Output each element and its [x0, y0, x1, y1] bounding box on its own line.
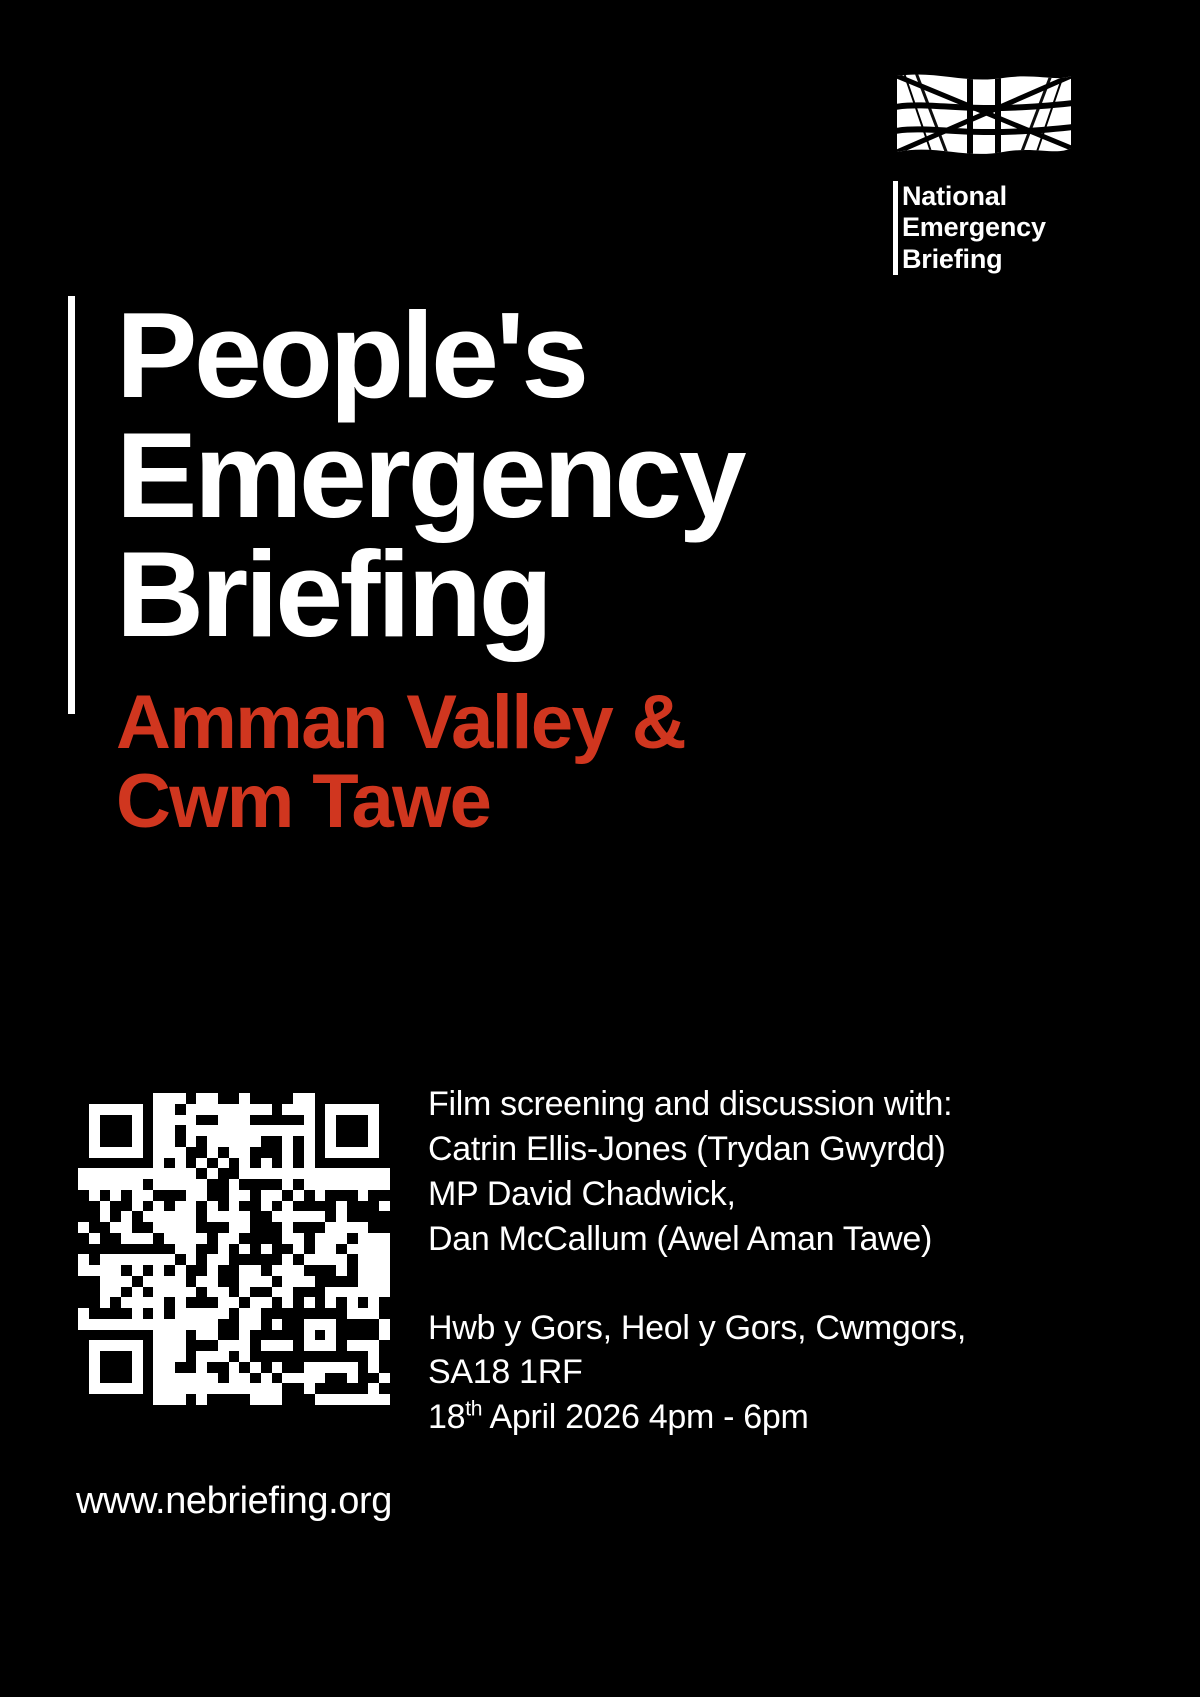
page-title — [68, 287, 1068, 844]
details-spacer — [428, 1262, 1128, 1306]
union-jack-flag-icon — [895, 70, 1073, 175]
website-url[interactable]: www.nebriefing.org — [76, 1480, 392, 1522]
speaker-2: MP David Chadwick, — [428, 1174, 736, 1213]
subtitle-line-2: Cwm Tawe — [116, 758, 491, 844]
brand-logo-text — [893, 181, 1078, 275]
brand-line-2: Emergency — [902, 212, 1046, 243]
date-day: 18 — [428, 1398, 466, 1437]
event-details — [428, 1082, 1128, 1440]
title-line-3: Briefing — [116, 526, 550, 663]
title-rule — [68, 296, 75, 714]
brand-line-1: National — [902, 181, 1007, 211]
details-intro: Film screening and discussion with: — [428, 1085, 953, 1123]
title-lines — [116, 287, 1068, 663]
event-date — [428, 1395, 1128, 1440]
date-rest: April 2026 4pm - 6pm — [482, 1398, 809, 1437]
title-line-2: Emergency — [116, 406, 744, 543]
qr-code-matrix[interactable] — [78, 1093, 390, 1405]
page-subtitle — [116, 679, 1068, 844]
venue-line-2: SA18 1RF — [428, 1353, 583, 1392]
speaker-3: Dan McCallum (Awel Aman Tawe) — [428, 1219, 933, 1258]
subtitle-line-1: Amman Valley & — [116, 679, 685, 765]
brand-line-3: Briefing — [902, 243, 1003, 274]
brand-logo — [893, 70, 1078, 275]
venue-line-1: Hwb y Gors, Heol y Gors, Cwmgors, — [428, 1308, 966, 1347]
title-line-1: People's — [116, 287, 586, 423]
speaker-1: Catrin Ellis-Jones (Trydan Gwyrdd) — [428, 1129, 946, 1168]
date-ordinal: th — [465, 1397, 483, 1421]
qr-code-icon[interactable] — [78, 1093, 390, 1405]
